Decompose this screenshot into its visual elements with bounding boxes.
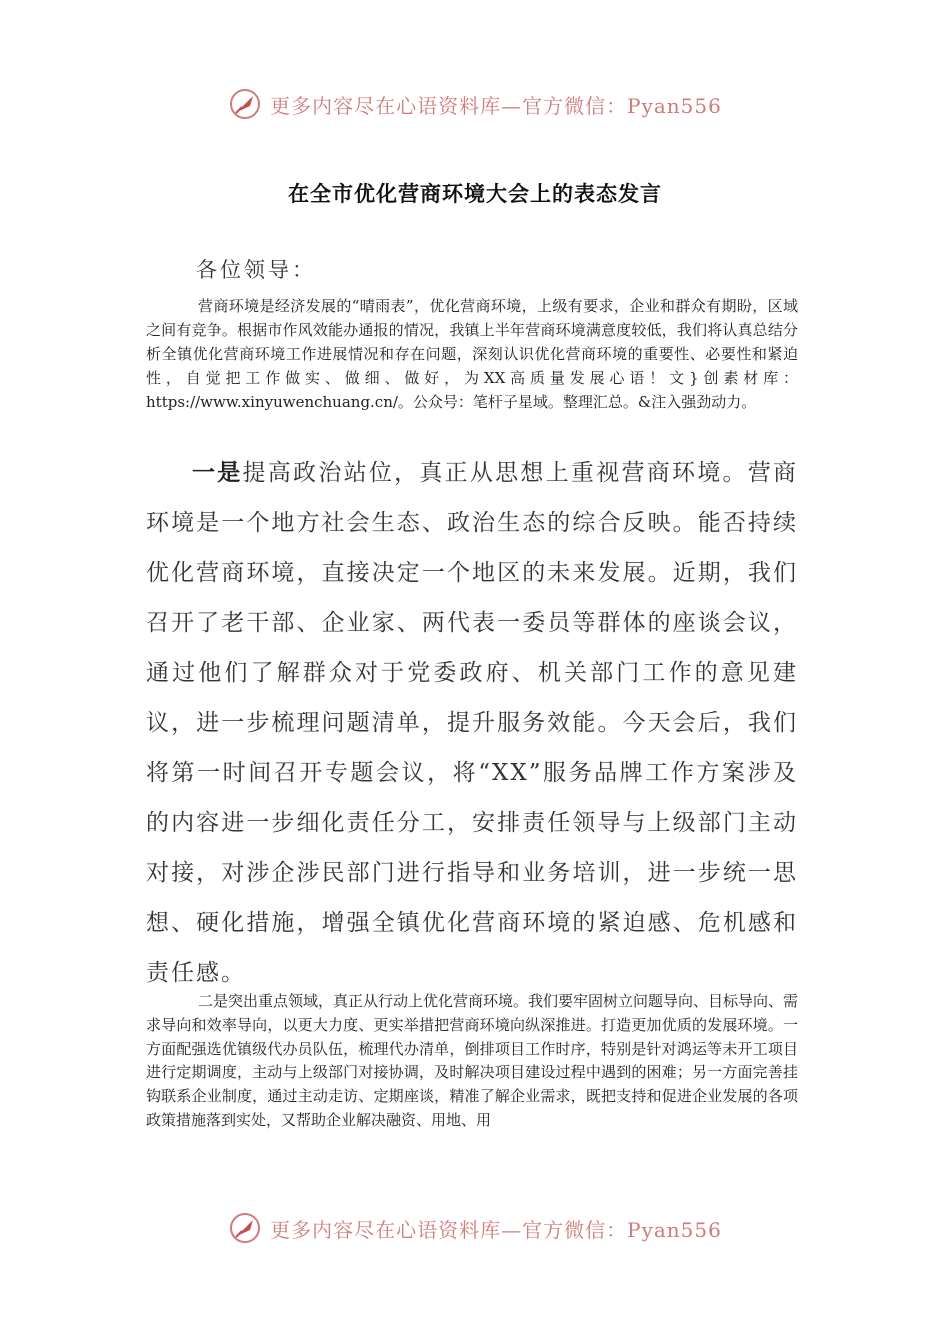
- quill-logo-icon: [228, 1211, 262, 1245]
- footer-watermark-text: 更多内容尽在心语资料库—官方微信：Pyan556: [270, 1217, 722, 1242]
- point-one-body: 提高政治站位，真正从思想上重视营商环境。营商环境是一个地方社会生态、政治生态的综合反映。能否持续优化营商环境，直接决定一个地区的未来发展。近期，我们召开了老干部、企业家、两代表一委员等群体的座谈会议，通过他们了解群众对于党委政府、机关部门工作的意见建议，进一步梳理问题清单，提升服务效能。今天会后，我们将第一时间召开专题会议，将“XX”服务品牌工作方案涉及的内容进一步细化责任分工，安排责任领导与上级部门主动对接，对涉企涉民部门进行指导和业务培训，进一步统一思想、硬化措施，增强全镇优化营商环境的紧迫感、危机感和责任感。: [146, 460, 799, 986]
- paragraph-intro: 营商环境是经济发展的“晴雨表”，优化营商环境，上级有要求，企业和群众有期盼，区域之间有竞争。根据市作风效能办通报的情况，我镇上半年营商环境满意度较低，我们将认真总结分析全镇优化营商环境工作进展情况和存在问题，深刻认识优化营商环境的重要性、必要性和紧迫性，自觉把工作做实、做细、做好，为XX高质量发展心语！文}创素材库：https://www.xinyuwenchuang.cn/。公众号：笔杆子星域。整理汇总。&注入强劲动力。: [146, 297, 798, 411]
- point-one-lead: 一是: [192, 459, 243, 486]
- paragraph-point-one: [146, 448, 798, 998]
- document-title: 在全市优化营商环境大会上的表态发言: [288, 182, 662, 206]
- header-watermark-text: 更多内容尽在心语资料库—官方微信：Pyan556: [270, 93, 722, 118]
- quill-logo-icon: [228, 87, 262, 121]
- header-watermark: [0, 84, 950, 124]
- footer-watermark: [0, 1208, 950, 1248]
- paragraph-point-two: 二是突出重点领域，真正从行动上优化营商环境。我们要牢固树立问题导向、目标导向、需求导向和效率导向，以更大力度、更实举措把营商环境向纵深推进。打造更加优质的发展环境。一方面配强选优镇级代办员队伍，梳理代办清单，倒排项目工作时序，特别是针对鸿运等未开工项目进行定期调度，主动与上级部门对接协调，及时解决项目建设过程中遇到的困难；另一方面完善挂钩联系企业制度，通过主动走访、定期座谈，精准了解企业需求，既把支持和促进企业发展的各项政策措施落到实处，又帮助企业解决融资、用地、用: [146, 992, 799, 1129]
- greeting: 各位领导：: [196, 258, 316, 282]
